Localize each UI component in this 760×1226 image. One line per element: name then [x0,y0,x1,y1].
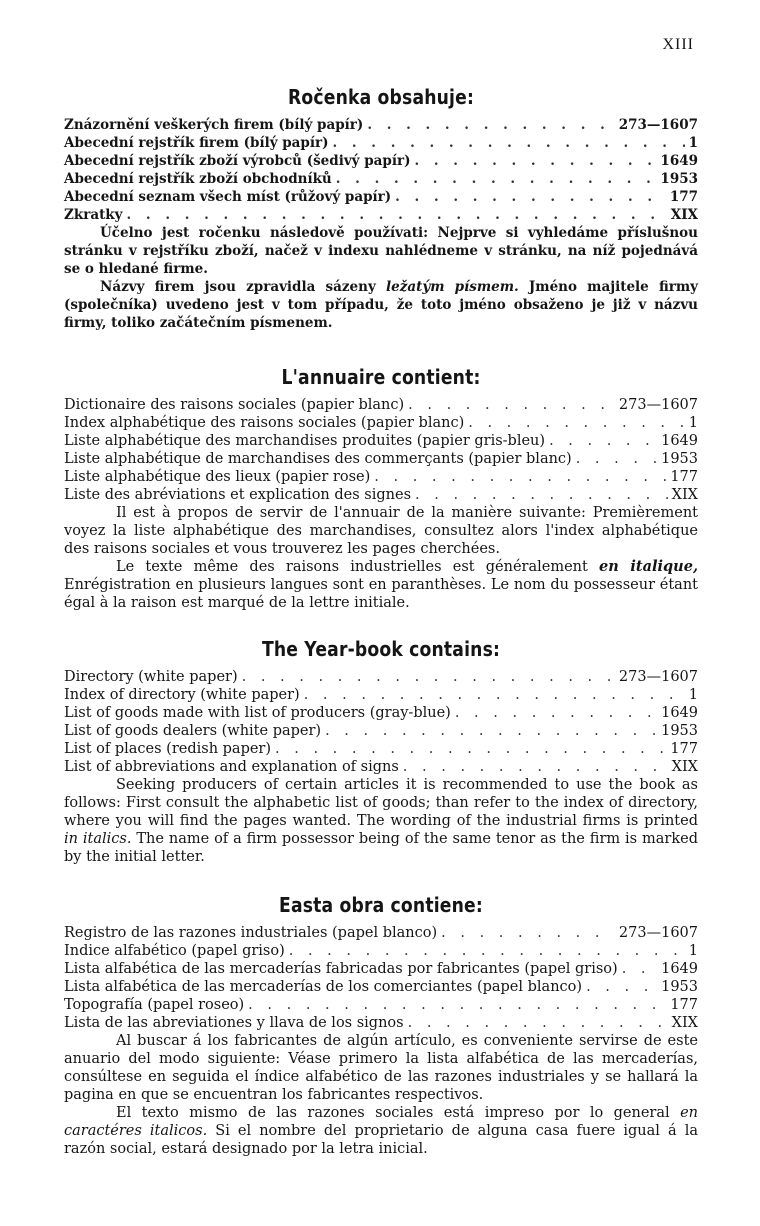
entry-label: Zkratky [64,207,123,223]
note-italic-text: en caractéres italicos. [64,1105,698,1139]
dot-leader [248,996,666,1014]
contents-list [64,116,698,224]
dot-leader [586,978,657,996]
note-italic-text: en italique, [599,558,698,575]
instruction-paragraph: Al buscar á los fabricantes de algún artículo, es conveniente servirse de este anuario del modo siguiente: Véase primero la lista alfabética de las mercaderías, consúltese en seguida el índice alfabético de las razones industriales y se hallará la pagina en que se encuentran los fabricantes respectivos. [64,1033,698,1103]
contents-entry [64,722,698,740]
section-english [64,636,698,866]
entry-label: Lista de las abreviationes y llava de los signos [64,1015,404,1031]
contents-entry [64,188,698,206]
dot-leader [408,396,615,414]
entry-pages: 1 [688,687,698,703]
contents-entry [64,740,698,758]
section-title: L'annuaire contient: [281,365,481,389]
contents-entry [64,206,698,224]
dot-leader [333,134,685,152]
entry-pages: 273—1607 [618,397,698,413]
entry-pages: 273—1607 [618,117,698,133]
note-text: Enrégistration en plusieurs langues sont en paranthèses. Le nom du possesseur étant égal à la raison est marqué de la lettre initiale. [64,577,698,611]
entry-label: Znázornění veškerých firem (bílý papír) [64,117,364,133]
dot-leader [374,468,666,486]
section-spanish [64,892,698,1158]
entry-label: Liste alphabétique des lieux (papier rose) [64,469,371,485]
contents-entry [64,704,698,722]
entry-label: List of places (redish paper) [64,741,272,757]
entry-pages: 1953 [661,723,698,739]
dot-leader [395,188,666,206]
entry-pages: XIX [671,1015,698,1031]
contents-entry [64,450,698,468]
entry-pages: 1649 [661,433,698,449]
dot-leader [576,450,657,468]
entry-pages: 1 [688,943,698,959]
instruction-paragraph: Il est à propos de servir de l'annuair de la manière suivante: Premièrement voyez la liste alphabétique des marchandises, consultez alors l'index alphabétique des raisons sociales et vous trouverez les pages cherchées. [64,505,698,557]
entry-label: Registro de las razones industriales (papel blanco) [64,925,438,941]
note-text: Le texte même des raisons industrielles est généralement [116,559,600,575]
dot-leader [275,740,666,758]
entry-pages: XIX [671,487,698,503]
contents-entry [64,468,698,486]
contents-entry [64,152,698,170]
section-title: The Year-book contains: [261,637,501,661]
entry-label: Directory (white paper) [64,669,238,685]
instruction-paragraph: Účelno jest ročenku následově používati: Nejprve si vyhledáme příslušnou stránku v rejstříku zboží, načež v indexu nahlédneme v stránku, na níž pojednává se o hledané firme. [64,225,698,277]
dot-leader [403,758,668,776]
entry-pages: 1953 [661,979,698,995]
entry-pages: XIX [671,759,698,775]
dot-leader [408,1014,668,1032]
contents-entry [64,134,698,152]
entry-label: Indice alfabético (papel griso) [64,943,285,959]
entry-pages: 1649 [660,153,698,169]
typography-note [64,278,698,332]
section-czech [64,84,698,332]
entry-pages: 177 [670,469,698,485]
contents-entry [64,486,698,504]
entry-pages: 1649 [661,961,698,977]
dot-leader [415,152,657,170]
dot-leader [415,486,668,504]
dot-leader [549,432,657,450]
entry-label: Liste alphabétique des marchandises produites (papier gris-bleu) [64,433,546,449]
dot-leader [441,924,615,942]
typography-note [64,558,698,612]
note-text: Názvy firem jsou zpravidla sázeny [100,279,386,295]
entry-pages: 1649 [661,705,698,721]
entry-pages: 1 [688,135,698,151]
contents-entry [64,960,698,978]
dot-leader [468,414,685,432]
section-french [64,364,698,612]
entry-label: Lista alfabética de las mercaderías de los comerciantes (papel blanco) [64,979,583,995]
contents-entry [64,996,698,1014]
note-text: El texto mismo de las razones sociales está impreso por lo general [116,1105,681,1121]
note-text: Jméno majitele firmy (společníka) uvedeno jest v tom případu, že toto jméno obsaženo je již v názvu firmy, toliko začátečním písmenem. [64,279,698,331]
dot-leader [304,686,685,704]
entry-label: Liste des abréviations et explication des signes [64,487,412,503]
dot-leader [242,668,615,686]
dot-leader [336,170,657,188]
contents-list [64,396,698,504]
entry-label: List of abbreviations and explanation of signs [64,759,399,775]
contents-entry [64,686,698,704]
entry-label: Index alphabétique des raisons sociales (papier blanc) [64,415,465,431]
entry-pages: 177 [670,997,698,1013]
contents-entry [64,1014,698,1032]
contents-list [64,668,698,776]
entry-pages: 1953 [661,451,698,467]
entry-label: Lista alfabética de las mercaderías fabricadas por fabricantes (papel griso) [64,961,618,977]
contents-entry [64,668,698,686]
entry-pages: 1953 [660,171,698,187]
entry-label: Abecední seznam všech míst (růžový papír) [64,189,392,205]
entry-label: List of goods dealers (white paper) [64,723,322,739]
note-text: The name of a firm possessor being of the same tenor as the firm is marked by the initial letter. [64,831,699,865]
note-italic-text: in italics. [64,831,132,847]
dot-leader [127,206,667,224]
contents-entry [64,170,698,188]
dot-leader [622,960,657,978]
dot-leader [289,942,685,960]
contents-entry [64,758,698,776]
entry-pages: 177 [669,189,698,205]
instruction-paragraph [64,776,698,866]
entry-pages: XIX [670,207,698,223]
note-text: Si el nombre del proprietario de alguna casa fuere igual á la razón social, estará designado por la letra inicial. [64,1123,698,1157]
entry-pages: 273—1607 [618,669,698,685]
entry-pages: 1 [688,415,698,431]
entry-label: List of goods made with list of producers (gray-blue) [64,705,451,721]
entry-label: Abecední rejstřík zboží výrobců (šedivý papír) [64,153,411,169]
page-number: XIII [662,36,694,53]
entry-label: Topografía (papel roseo) [64,997,245,1013]
section-title: Easta obra contiene: [279,893,483,917]
dot-leader [325,722,657,740]
contents-entry [64,432,698,450]
contents-entry [64,116,698,134]
dot-leader [367,116,614,134]
entry-pages: 273—1607 [618,925,698,941]
contents-list [64,924,698,1032]
contents-entry [64,396,698,414]
contents-entry [64,978,698,996]
contents-entry [64,942,698,960]
typography-note [64,1104,698,1158]
entry-label: Index of directory (white paper) [64,687,300,703]
entry-label: Abecední rejstřík zboží obchodníků [64,171,332,187]
note-italic-text: ležatým písmem. [386,279,519,295]
note-text: Seeking producers of certain articles it is recommended to use the book as follows: First consult the alphabetic list of goods; than refer to the index of directory, where you will find the pages wanted. The wording of the industrial firms is printed [64,777,698,829]
entry-label: Abecední rejstřík firem (bílý papír) [64,135,329,151]
entry-label: Liste alphabétique de marchandises des commerçants (papier blanc) [64,451,572,467]
contents-entry [64,924,698,942]
contents-entry [64,414,698,432]
entry-label: Dictionaire des raisons sociales (papier blanc) [64,397,405,413]
dot-leader [455,704,657,722]
section-title: Ročenka obsahuje: [287,85,475,109]
entry-pages: 177 [670,741,698,757]
